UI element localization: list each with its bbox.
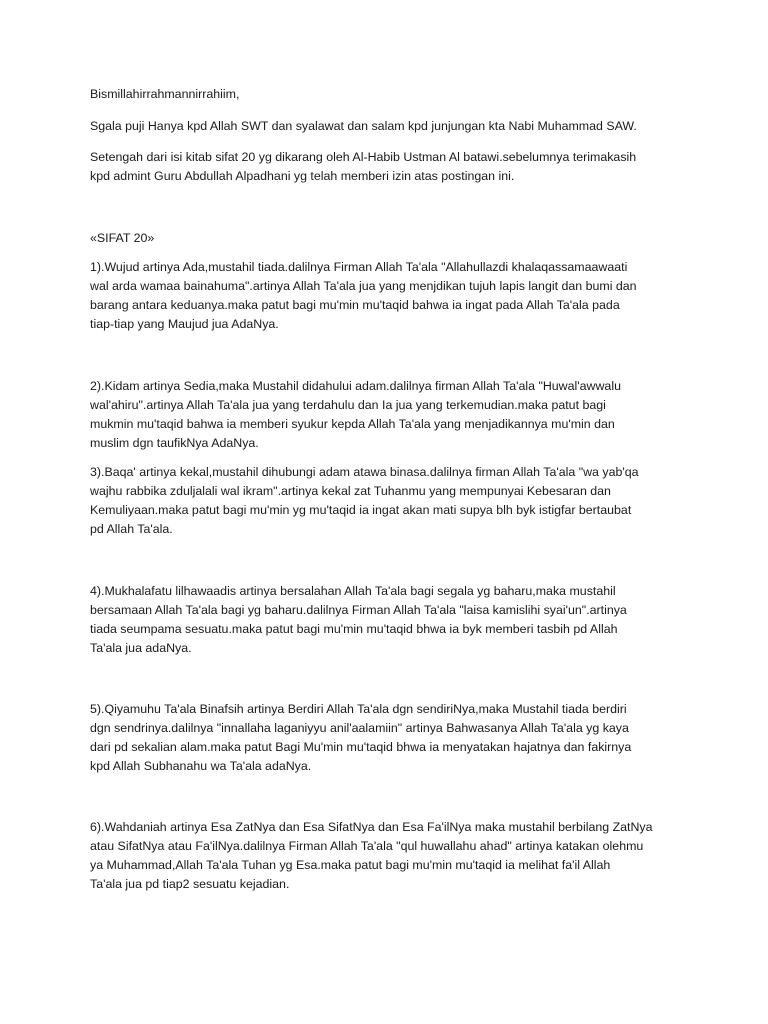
- section-heading: «SIFAT 20»: [90, 231, 155, 245]
- intro-paragraph: Setengah dari isi kitab sifat 20 yg dikarang oleh Al-Habib Ustman Al batawi.sebelumnya terimakasih kpd admint Guru Abdullah Alpadhani yg telah memberi izin atas postingan ini.: [90, 150, 637, 183]
- sifat-paragraph-6: 6).Wahdaniah artinya Esa ZatNya dan Esa SifatNya dan Esa Fa'ilNya maka mustahil berbilang ZatNya atau SifatNya atau Fa'ilNya.dalilnya Firman Allah Ta'ala "qul huwallahu ahad" artinya katakan olehmu ya Muhammad,Allah Ta'ala Tuhan yg Esa.maka patut bagi mu'min mu'taqid ia melihat fa'il Allah Ta'ala jua pd tiap2 sesuatu kejadian.: [90, 820, 653, 891]
- opening-line: Bismillahirrahmannirrahiim,: [90, 87, 240, 101]
- sifat-paragraph-3: 3).Baqa' artinya kekal,mustahil dihubungi adam atawa binasa.dalilnya firman Allah Ta'ala "wa yab'qa wajhu rabbika zduljalali wal ikram".artinya kekal zat Tuhanmu yang mempunyai Kebesaran dan Kemuliyaan.maka patut bagi mu'min yg mu'taqid ia ingat akan mati supya blh byk istigfar bertaubat pd Allah Ta'ala.: [90, 465, 639, 536]
- praise-paragraph: Sgala puji Hanya kpd Allah SWT dan syalawat dan salam kpd junjungan kta Nabi Muhammad SAW.: [90, 119, 637, 133]
- sifat-paragraph-2: 2).Kidam artinya Sedia,maka Mustahil didahului adam.dalilnya firman Allah Ta'ala "Huwal'awwalu wal'ahiru".artinya Allah Ta'ala jua yang terdahulu dan Ia jua yang terkemudian.maka patut bagi mukmin mu'taqid bahwa ia memberi syukur kepda Allah Ta'ala yang menjadikannya mu'min dan muslim dgn taufikNya AdaNya.: [90, 379, 621, 450]
- sifat-paragraph-5: 5).Qiyamuhu Ta'ala Binafsih artinya Berdiri Allah Ta'ala dgn sendiriNya,maka Mustahil tiada berdiri dgn sendrinya.dalilnya "innallaha laganiyyu anil'aalamiin" artinya Bahwasanya Allah Ta'ala yg kaya dari pd sekalian alam.maka patut Bagi Mu'min mu'taqid bhwa ia menyatakan hajatnya dan fakirnya kpd Allah Subhanahu wa Ta'ala adaNya.: [90, 702, 632, 773]
- sifat-paragraph-4: 4).Mukhalafatu lilhawaadis artinya bersalahan Allah Ta'ala bagi segala yg baharu,maka mustahil bersamaan Allah Ta'ala bagi yg baharu.dalilnya Firman Allah Ta'ala "laisa kamislihi syai'un".artinya tiada seumpama sesuatu.maka patut bagi mu'min mu'taqid bhwa ia byk memberi tasbih pd Allah Ta'ala jua adaNya.: [90, 584, 627, 655]
- sifat-paragraph-1: 1).Wujud artinya Ada,mustahil tiada.dalilnya Firman Allah Ta'ala "Allahullazdi khalaqassamaawaati wal arda wamaa bainahuma".artinya Allah Ta'ala jua yang menjdikan tujuh lapis langit dan bumi dan barang antara keduanya.maka patut bagi mu'min mu'taqid bahwa ia ingat pada Allah Ta'ala pada tiap-tiap yang Maujud jua AdaNya.: [90, 260, 637, 331]
